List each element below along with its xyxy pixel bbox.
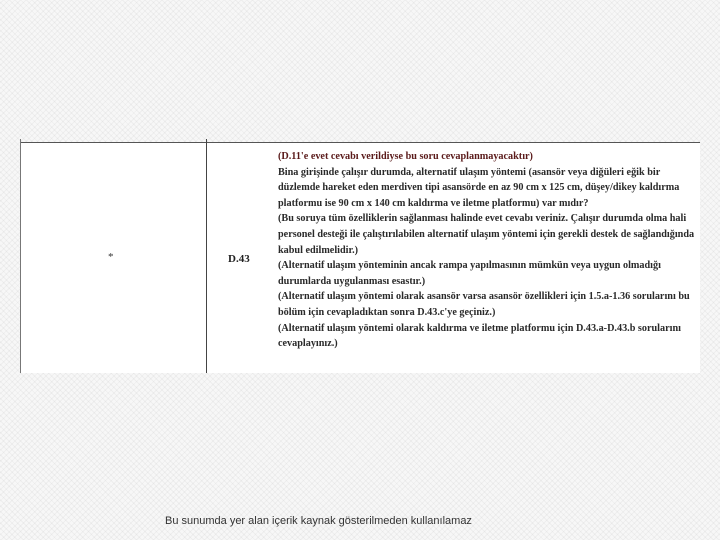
row-marker: * xyxy=(108,251,114,263)
question-body: Bina girişinde çalışır durumda, alternatif ulaşım yöntemi (asansör veya diğüleri eğik bir düzlemde hareket eden merdiven tipi asansörde en az 90 cm x 125 cm, düşey/dikey kaldırma platformu ise 90 cm x 140 cm kaldırma ve iletme platformu) var mıdır? xyxy=(278,166,680,209)
question-code: D.43 xyxy=(228,253,250,265)
question-text-cell xyxy=(278,149,700,352)
copyright-footer: Bu sunumda yer alan içerik kaynak gösterilmeden kullanılamaz xyxy=(165,515,472,527)
question-note-3: (Alternatif ulaşım yöntemi olarak asansör varsa asansör özellikleri için 1.5.a-1.36 sorularını bu bölüm için cevapladıktan sonra D.43.c'ye geçiniz.) xyxy=(278,291,690,318)
table-column-divider xyxy=(206,139,207,373)
question-table xyxy=(20,142,700,373)
question-note-1: (Bu soruya tüm özelliklerin sağlanması halinde evet cevabı veriniz. Çalışır durumda olma hali personel desteği ile çalıştırılabilen alternatif ulaşım yöntemi için gerekli destek de sağlandığında kabul edilmelidir.) xyxy=(278,213,695,256)
table-left-border xyxy=(20,139,21,373)
question-note-4: (Alternatif ulaşım yöntemi olarak kaldırma ve iletme platformu için D.43.a-D.43.b sorularını cevaplayınız.) xyxy=(278,322,681,350)
question-heading: (D.11'e evet cevabı verildiyse bu soru cevaplanmayacaktır) xyxy=(278,151,533,162)
question-note-2: (Alternatif ulaşım yönteminin ancak rampa yapılmasının mümkün veya uygun olmadığı durumlarda uygulanması esastır.) xyxy=(278,260,661,287)
